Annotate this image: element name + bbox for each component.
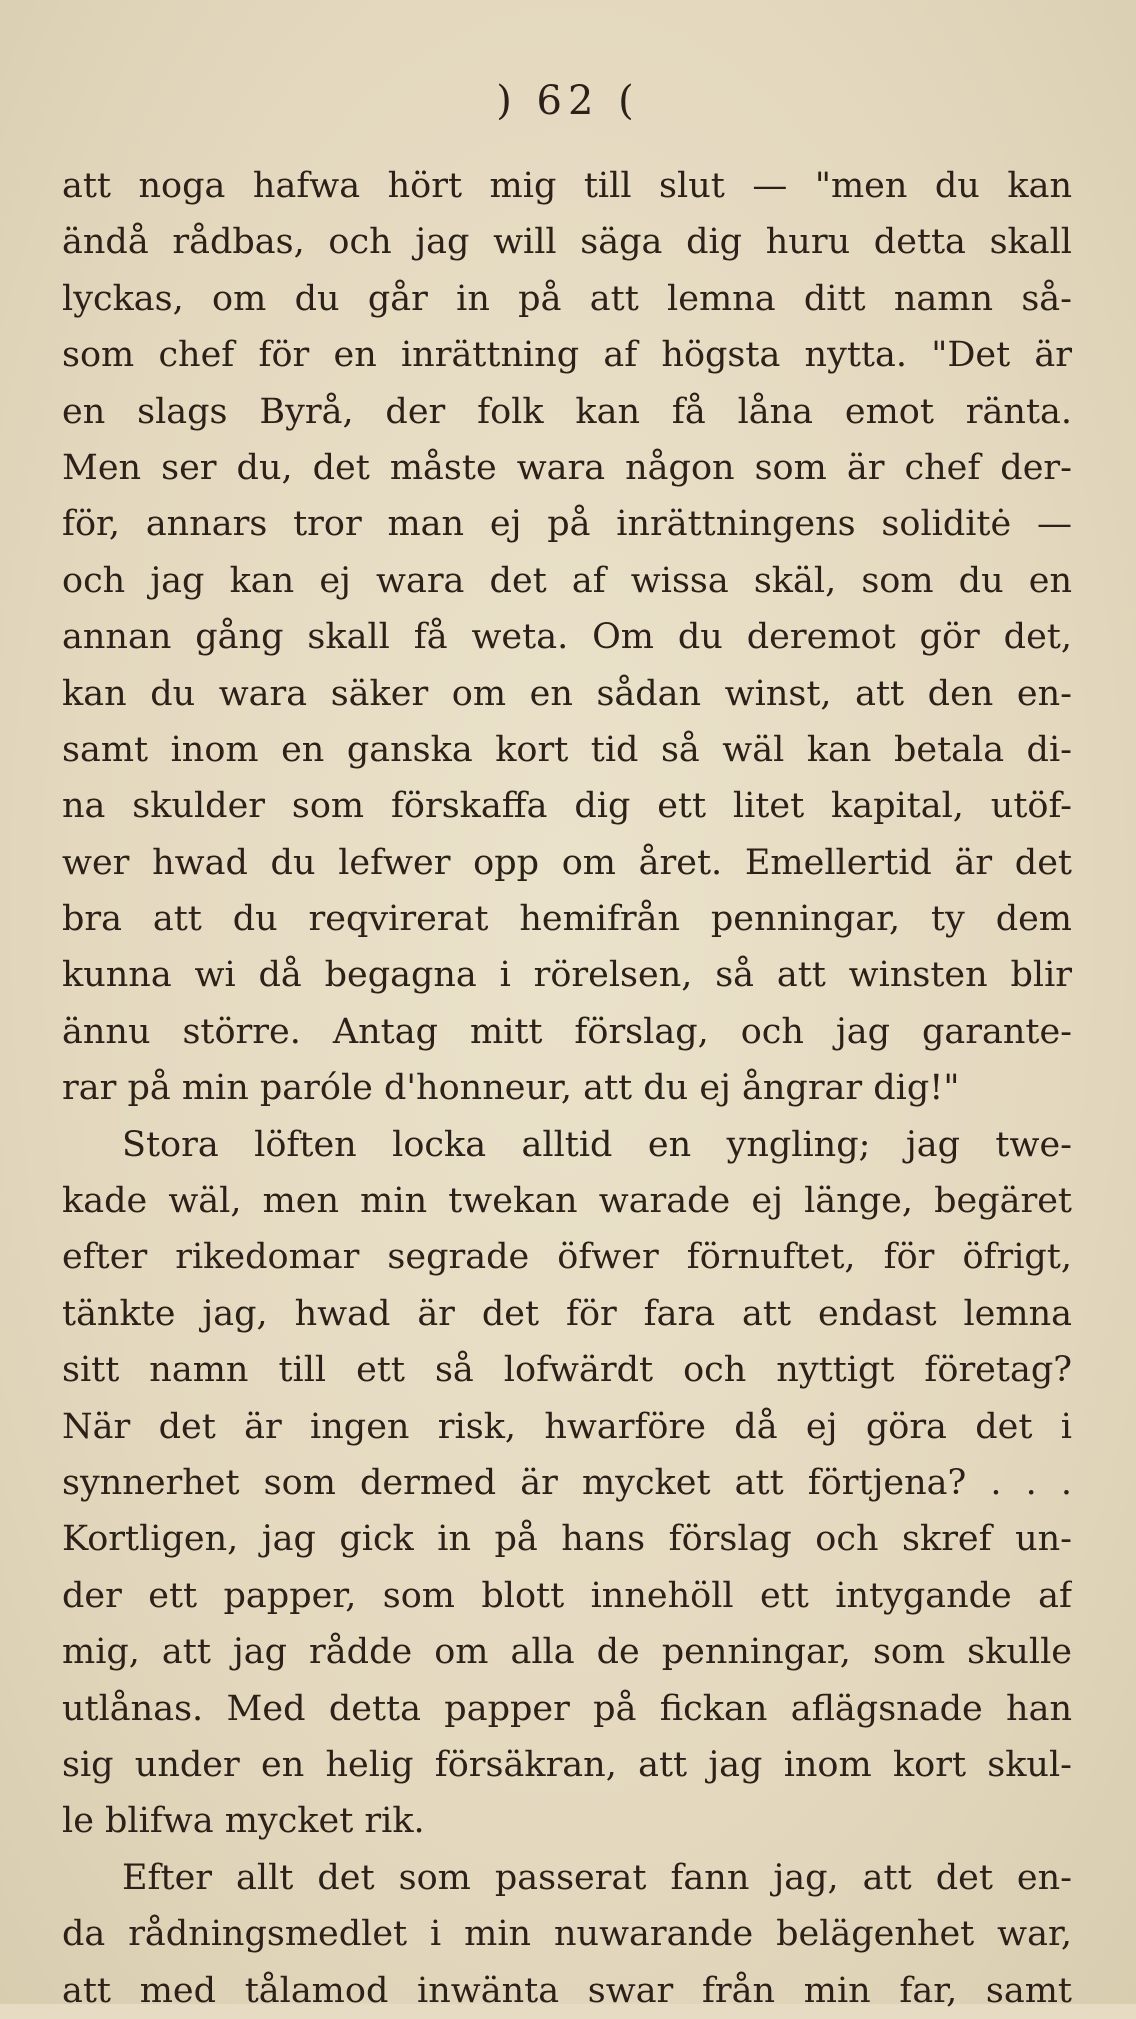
text-line: na skulder som förskaffa dig ett litet kapital, utöf- [62,786,1072,827]
text-line: för, annars tror man ej på inrättningens soliditė — [62,504,1072,545]
text-line: samt inom en ganska kort tid så wäl kan betala di- [62,729,1072,770]
text-line: och jag kan ej wara det af wissa skäl, som du en [62,560,1072,601]
text-line: le blifwa mycket rik. [62,1801,425,1842]
text-line: kade wäl, men min twekan warade ej länge, begäret [62,1181,1072,1222]
text-line: Men ser du, det måste wara någon som är chef der- [62,447,1072,488]
text-line: kan du wara säker om en sådan winst, att den en- [62,673,1072,714]
text-line: synnerhet som dermed är mycket att förtjena? . . . [62,1462,1072,1503]
text-line: som chef för en inrättning af högsta nytta. "Det är [62,335,1072,376]
text-line: sig under en helig försäkran, att jag inom kort skul- [62,1744,1072,1785]
text-line: att noga hafwa hört mig till slut — "men du kan [62,166,1072,206]
text-line: ändå rådbas, och jag will säga dig huru detta skall [62,222,1072,263]
text-line: mig, att jag rådde om alla de penningar, som skulle [62,1632,1072,1673]
text-line: lyckas, om du går in på att lemna ditt namn så- [62,278,1072,319]
text-line: der ett papper, som blott innehöll ett intygande af [62,1575,1072,1616]
text-line: rar på min paróle d'honneur, att du ej ångrar dig!" [62,1068,960,1109]
text-line: efter rikedomar segrade öfwer förnuftet, för öfrigt, [62,1237,1072,1278]
text-line: da rådningsmedlet i min nuwarande belägenhet war, [62,1914,1072,1955]
text-line: annan gång skall få weta. Om du deremot gör det, [62,617,1072,658]
text-line: Efter allt det som passerat fann jag, att det en- [122,1857,1072,1898]
text-line: en slags Byrå, der folk kan få låna emot ränta. [62,391,1072,432]
text-line: När det är ingen risk, hwarföre då ej göra det i [62,1406,1072,1447]
text-line: kunna wi då begagna i rörelsen, så att winsten blir [62,955,1072,996]
text-line: att med tålamod inwänta swar från min far, samt [62,1970,1072,2011]
text-line: Kortligen, jag gick in på hans förslag och skref un- [62,1519,1072,1560]
text-line: utlånas. Med detta papper på fickan aflägsnade han [62,1688,1072,1729]
text-line: ännu större. Antag mitt förslag, och jag garante- [62,1011,1072,1052]
text-line: Stora löften locka alltid en yngling; jag twe- [122,1124,1072,1165]
text-line: wer hwad du lefwer opp om året. Emellertid är det [62,842,1072,883]
text-line: tänkte jag, hwad är det för fara att endast lemna [62,1293,1072,1334]
text-line: sitt namn till ett så lofwärdt och nyttigt företag? [62,1350,1072,1391]
page-number: ) 62 ( [496,78,640,124]
body-text [62,158,1072,2019]
text-line: bra att du reqvirerat hemifrån penningar, ty dem [62,899,1072,940]
